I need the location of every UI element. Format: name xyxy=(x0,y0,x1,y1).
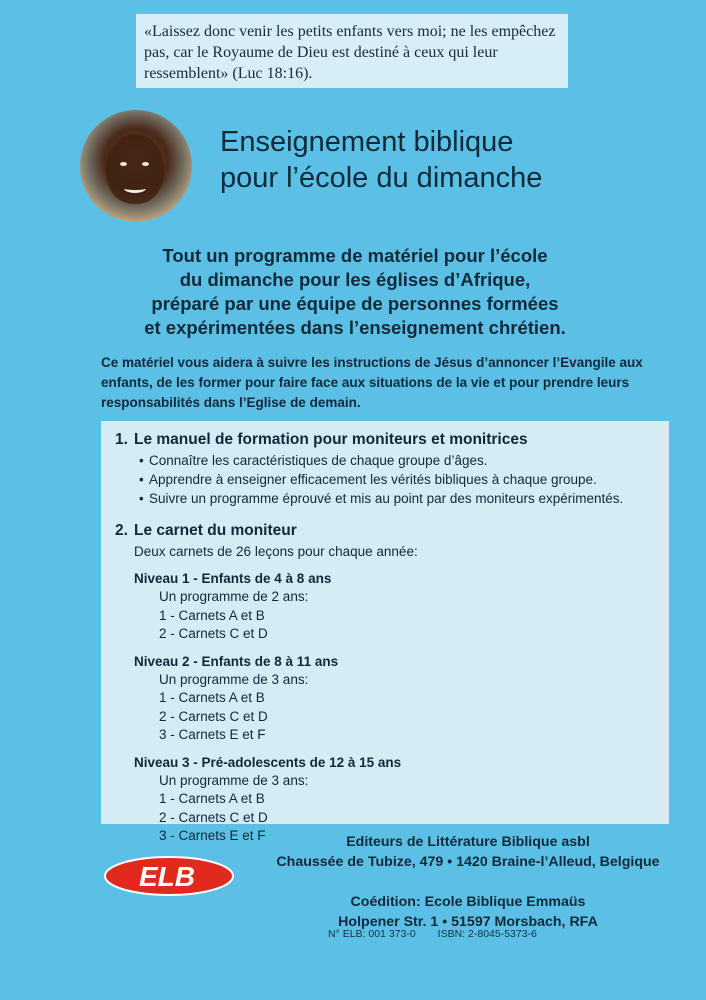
level-1-item: 1 - Carnets A et B xyxy=(159,607,265,623)
elb-code: N° ELB: 001 373-0 xyxy=(328,928,416,940)
section-title: Le carnet du moniteur xyxy=(134,522,297,539)
section-2-subtitle: Deux carnets de 26 leçons pour chaque année: xyxy=(134,544,418,559)
list-item: • Apprendre à enseigner efficacement les vérités bibliques à chaque groupe. xyxy=(115,470,655,489)
intro-text xyxy=(60,244,650,340)
publisher-name: Editeurs de Littérature Biblique asbl xyxy=(346,834,590,850)
logo-text: ELB xyxy=(139,861,195,892)
section-number: 2. xyxy=(115,522,128,539)
intro-line: Tout un programme de matériel pour l’école xyxy=(162,245,548,266)
level-2-item: 3 - Carnets E et F xyxy=(159,727,266,742)
level-2-item: 1 - Carnets A et B xyxy=(159,690,265,705)
publisher-address: Chaussée de Tubize, 479 • 1420 Braine-l’Alleud, Belgique xyxy=(276,854,660,870)
section-2-heading xyxy=(115,520,655,542)
title-line-1: Enseignement biblique xyxy=(220,126,514,158)
list-item: • Suivre un programme éprouvé et mis au point par des moniteurs expérimentés. xyxy=(115,489,655,508)
child-left-eye xyxy=(120,162,127,166)
isbn-code: ISBN: 2-8045-5373-6 xyxy=(437,928,537,940)
bible-quote: «Laissez donc venir les petits enfants vers moi; ne les empêchez pas, car le Royaume de Dieu est destiné à ceux qui leur ressemblent» (Luc 18:16). xyxy=(144,23,556,82)
page-title xyxy=(220,124,640,196)
level-3-program: Un programme de 3 ans: xyxy=(159,772,309,788)
level-3-title: Niveau 3 - Pré-adolescents de 12 à 15 ans xyxy=(134,754,402,770)
publisher-info xyxy=(258,832,678,932)
level-1-program: Un programme de 2 ans: xyxy=(159,589,309,604)
level-2-title: Niveau 2 - Enfants de 8 à 11 ans xyxy=(134,653,339,669)
list-item: • Connaître les caractéristiques de chaque groupe d’âges. xyxy=(115,451,655,470)
level-1-title: Niveau 1 - Enfants de 4 à 8 ans xyxy=(134,571,332,586)
level-3-item: 1 - Carnets A et B xyxy=(159,791,265,806)
level-3-item: 3 - Carnets E et F xyxy=(159,828,266,843)
quote-box xyxy=(136,14,568,88)
level-2-item: 2 - Carnets C et D xyxy=(159,708,268,724)
child-photo xyxy=(80,110,192,222)
child-face xyxy=(106,134,164,204)
level-1-item: 2 - Carnets C et D xyxy=(159,626,268,641)
elb-logo xyxy=(103,855,235,897)
intro-line: et expérimentées dans l’enseignement chrétien. xyxy=(144,317,566,338)
title-line-2: pour l’école du dimanche xyxy=(220,162,543,194)
section-1-heading xyxy=(115,429,655,451)
child-smile xyxy=(124,184,146,193)
section-1-bullets xyxy=(115,451,655,508)
section-title: Le manuel de formation pour moniteurs et monitrices xyxy=(134,431,528,448)
section-number: 1. xyxy=(115,431,128,448)
description-text: Ce matériel vous aidera à suivre les instructions de Jésus d’annoncer l’Evangile aux enfants, de les former pour faire face aux situations de la vie et pour prendre leurs responsabilités dans l’Eglise de demain. xyxy=(101,355,643,410)
coedition-name: Coédition: Ecole Biblique Emmaüs xyxy=(350,894,586,910)
coedition-address: Holpener Str. 1 • 51597 Morsbach, RFA xyxy=(338,914,598,930)
child-right-eye xyxy=(142,162,149,166)
level-2-program: Un programme de 3 ans: xyxy=(159,671,309,687)
intro-line: préparé par une équipe de personnes formées xyxy=(151,293,559,314)
level-3-item: 2 - Carnets C et D xyxy=(159,809,268,825)
book-codes xyxy=(328,928,537,940)
intro-line: du dimanche pour les églises d’Afrique, xyxy=(179,269,531,290)
